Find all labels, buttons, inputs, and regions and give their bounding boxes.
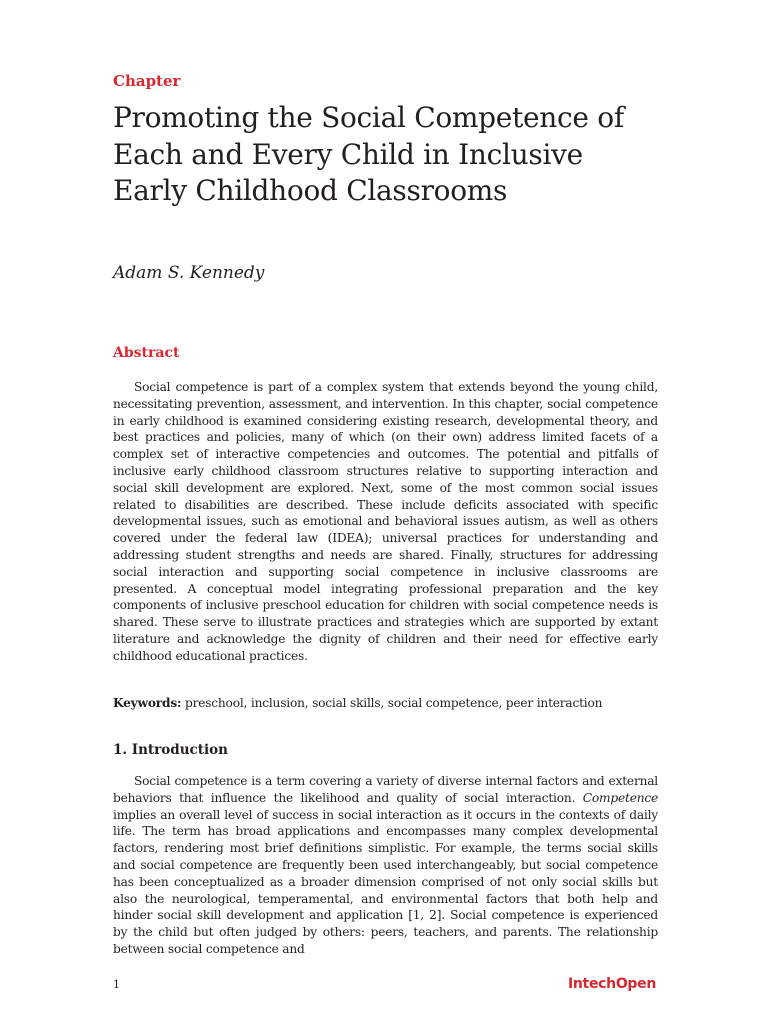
introduction-body [113, 773, 658, 958]
introduction-italic-term: Competence [582, 790, 658, 805]
page-number: 1 [113, 978, 120, 991]
keywords [113, 696, 658, 710]
introduction-text-part1: Social competence is a term covering a variety of diverse internal factors and external behaviors that influence the likelihood and quality of social interaction. [113, 774, 658, 805]
introduction-heading: 1. Introduction [113, 742, 228, 758]
chapter-label: Chapter [113, 72, 181, 90]
keywords-text: preschool, inclusion, social skills, social competence, peer interaction [184, 696, 603, 710]
introduction-text-part2: implies an overall level of success in social interaction as it occurs in the contexts of daily life. The term has broad applications and encompasses many complex developmental factors, rendering most brief definitions simplistic. For example, the terms social skills and social competence are frequently been used interchangeably, but social competence has been conceptualized as a broader dimension comprised of not only social skills but also the neurological, temperamental, and environmental factors that both help and hinder social skill development and application [1, 2]. Social competence is experienced by the child but often judged by others: peers, teachers, and parents. The relationship between social competence and [113, 807, 658, 956]
intechopen-logo: IntechOpen [567, 976, 656, 992]
page [113, 0, 658, 1024]
abstract-heading: Abstract [113, 345, 180, 361]
author-name: Adam S. Kennedy [113, 263, 265, 283]
keywords-label: Keywords: [113, 696, 182, 710]
chapter-title: Promoting the Social Competence of Each and Every Child in Inclusive Early Childhood Classrooms [113, 101, 624, 207]
abstract-body: Social competence is part of a complex system that extends beyond the young child, necessitating prevention, assessment, and intervention. In this chapter, social competence in early childhood is examined considering existing research, developmental theory, and best practices and policies, many of which (on their own) address limited facets of a complex set of interactive competencies and outcomes. The potential and pitfalls of inclusive early childhood classroom structures relative to supporting interaction and social skill development are explored. Next, some of the most common social issues related to disabilities are described. These include deficits associated with specific developmental issues, such as emotional and behavioral issues autism, as well as others covered under the federal law (IDEA); universal practices for understanding and addressing student strengths and needs are shared. Finally, structures for addressing social interaction and supporting social competence in inclusive classrooms are presented. A conceptual model integrating professional preparation and the key components of inclusive preschool education for children with social competence needs is shared. These serve to illustrate practices and strategies which are supported by extant literature and acknowledge the dignity of children and their need for effective early childhood educational practices. [113, 380, 658, 663]
